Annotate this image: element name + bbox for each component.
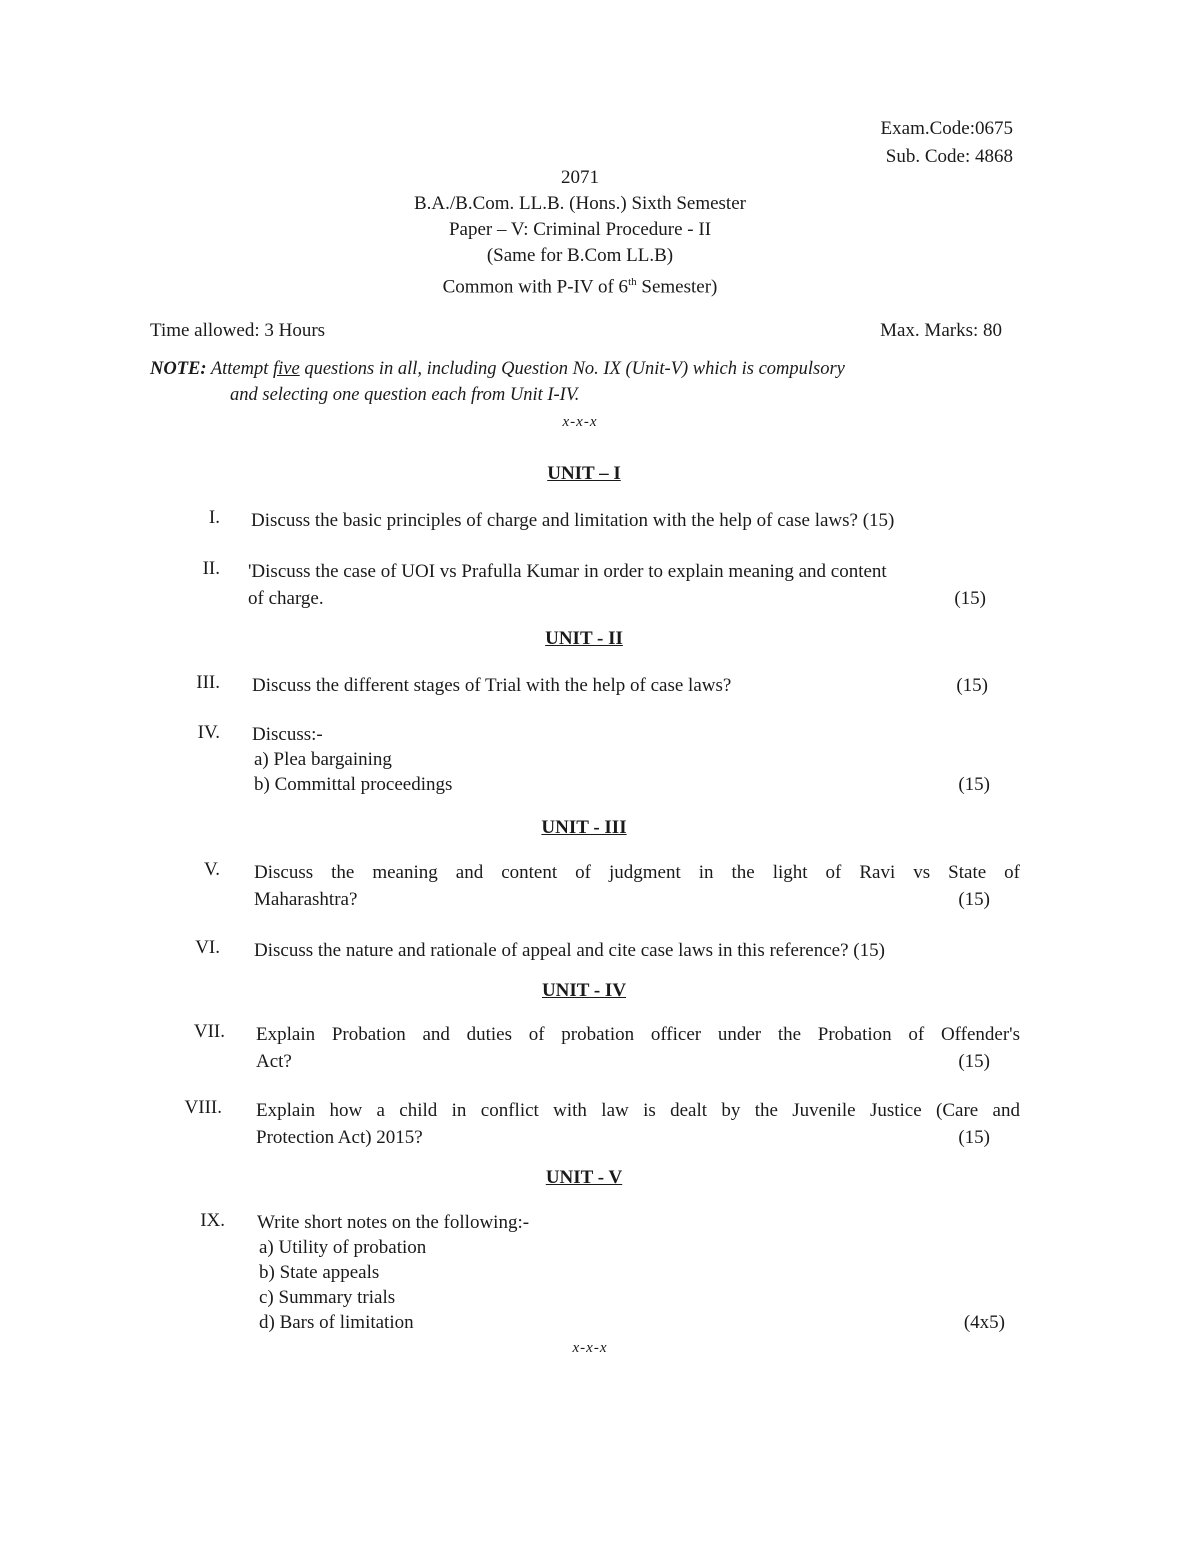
year: 2071: [561, 167, 599, 188]
unit-3-title: UNIT - III: [541, 817, 627, 838]
paper-title: Paper – V: Criminal Procedure - II: [448, 219, 712, 240]
question-marks: (15): [958, 1127, 990, 1148]
exam-code: Exam.Code:0675: [880, 118, 1013, 139]
question-number: II.: [202, 558, 220, 579]
question-text: Discuss the different stages of Trial with the help of case laws?: [252, 675, 732, 696]
question-number: VII.: [193, 1021, 225, 1042]
question-number: V.: [203, 859, 220, 880]
question-body: Explain Probation and duties of probation officer under the Probation of Offender's Act? (15): [256, 1021, 1020, 1075]
question-body: Explain how a child in conflict with law is dealt by the Juvenile Justice (Care and Protection Act) 2015? (15): [256, 1097, 1020, 1151]
question-text: 'Discuss the case of UOI vs Prafulla Kumar in order to explain meaning and content: [248, 561, 887, 582]
unit-1-title: UNIT – I: [547, 463, 621, 484]
question-marks: (15): [954, 588, 986, 609]
paper-heading: [0, 165, 1160, 300]
note-five: five: [273, 359, 300, 379]
question-text: Write short notes on the following:-: [257, 1212, 530, 1233]
question-text: Explain how a child in conflict with law is dealt by the Juvenile Justice (Care and: [256, 1100, 1020, 1121]
unit-4-title: UNIT - IV: [541, 980, 627, 1001]
course-title: B.A./B.Com. LL.B. (Hons.) Sixth Semester: [414, 193, 746, 214]
question-text: Discuss the nature and rationale of appeal and cite case laws in this reference? (15): [254, 940, 885, 961]
question-number: I.: [208, 507, 220, 528]
common-with: Common with P-IV of 6th Semester): [442, 276, 718, 298]
time-allowed: Time allowed: 3 Hours: [150, 320, 326, 341]
instructions-note: NOTE: Attempt five questions in all, including Question No. IX (Unit-V) which is compulsory and selecting one question each from Unit I-IV.: [150, 356, 1020, 408]
question-body: 'Discuss the case of UOI vs Prafulla Kumar in order to explain meaning and content of charge. (15): [248, 558, 1018, 612]
note-line2: and selecting one question each from Unit I-IV.: [230, 385, 580, 405]
question-number: VI.: [195, 937, 220, 958]
question-marks: (15): [958, 774, 990, 795]
exam-codes: [881, 115, 1013, 171]
question-number: IX.: [200, 1210, 225, 1231]
sub-item-d: d) Bars of limitation: [259, 1312, 414, 1333]
question-text: Discuss the basic principles of charge and limitation with the help of case laws? (15): [251, 510, 895, 531]
question-body: Discuss the meaning and content of judgment in the light of Ravi vs State of Maharashtra? (15): [254, 859, 1020, 913]
question-marks: (15): [956, 675, 988, 696]
question-number: VIII.: [184, 1097, 222, 1118]
sub-code: Sub. Code: 4868: [885, 146, 1013, 167]
sub-item-b: b) State appeals: [259, 1262, 380, 1283]
question-marks: (15): [958, 1051, 990, 1072]
question-body: [257, 1210, 1005, 1335]
sub-item-a: a) Plea bargaining: [254, 749, 392, 770]
question-text: Discuss:-: [252, 724, 323, 745]
separator: x-x-x: [562, 414, 598, 430]
end-separator: x-x-x: [572, 1340, 608, 1356]
question-text: Discuss the meaning and content of judgment in the light of Ravi vs State of: [254, 862, 1020, 883]
question-body: [252, 722, 990, 797]
same-for: (Same for B.Com LL.B): [486, 245, 674, 266]
sub-item-c: c) Summary trials: [259, 1287, 396, 1308]
sub-item-b: b) Committal proceedings: [254, 774, 453, 795]
question-marks: (4x5): [963, 1312, 1005, 1333]
sub-item-a: a) Utility of probation: [259, 1237, 427, 1258]
unit-5-title: UNIT - V: [545, 1167, 623, 1188]
question-marks: (15): [958, 889, 990, 910]
max-marks: Max. Marks: 80: [880, 320, 1002, 341]
unit-2-title: UNIT - II: [545, 628, 623, 649]
question-number: III.: [196, 672, 220, 693]
question-number: IV.: [197, 722, 220, 743]
note-label: NOTE:: [150, 359, 207, 379]
question-text: Explain Probation and duties of probation officer under the Probation of Offender's: [256, 1024, 1020, 1045]
